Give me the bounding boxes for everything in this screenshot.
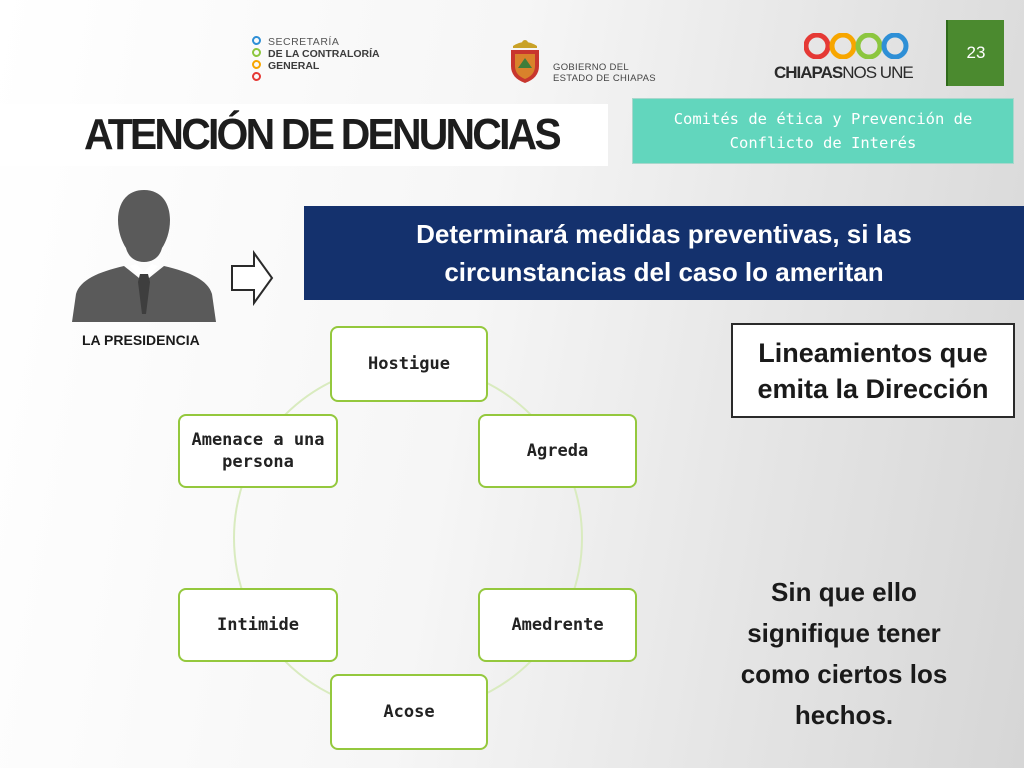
gobierno-line2: ESTADO DE CHIAPAS xyxy=(553,73,656,84)
person-label: LA PRESIDENCIA xyxy=(82,332,200,348)
cycle-node-acose: Acose xyxy=(330,674,488,750)
cycle-node-amedrente: Amedrente xyxy=(478,588,637,662)
subtitle-text: Comités de ética y Prevención de Conflicto de Interés xyxy=(673,110,973,152)
colored-rings-icon xyxy=(804,33,914,59)
gobierno-chiapas-logo xyxy=(505,38,675,86)
preventive-measures-banner xyxy=(304,206,1024,300)
banner-text: Determinará medidas preventivas, si las circunstancias del caso lo ameritan xyxy=(416,219,912,287)
lineamientos-text: Lineamientos que emita la Dirección xyxy=(757,337,989,404)
secretaria-line2: DE LA CONTRALORÍA xyxy=(268,48,380,60)
secretaria-contraloria-logo xyxy=(250,36,410,82)
subtitle-box xyxy=(632,98,1014,164)
chiapas-nos-une-logo xyxy=(772,33,912,85)
disclaimer-note: Sin que ello signifique tener como ciertos los hechos. xyxy=(740,577,948,730)
page-number-badge: 23 xyxy=(946,20,1004,86)
coat-of-arms-icon xyxy=(505,38,545,84)
gobierno-line1: GOBIERNO DEL xyxy=(553,62,629,73)
chiapas-logo-bold: CHIAPAS xyxy=(774,63,843,82)
cycle-node-agreda: Agreda xyxy=(478,414,637,488)
chiapas-logo-light: NOS UNE xyxy=(842,63,913,82)
lineamientos-box xyxy=(731,323,1015,418)
secretaria-line1: SECRETARÍA xyxy=(268,36,340,48)
cycle-node-intimide: Intimide xyxy=(178,588,338,662)
cycle-node-amenace: Amenace a una persona xyxy=(178,414,338,488)
secretaria-line3: GENERAL xyxy=(268,60,320,72)
right-arrow-icon xyxy=(230,250,274,306)
person-silhouette-icon xyxy=(68,186,220,322)
cycle-node-hostigue: Hostigue xyxy=(330,326,488,402)
logo-dots-icon xyxy=(250,36,264,82)
page-title: ATENCIÓN DE DENUNCIAS xyxy=(84,110,559,159)
